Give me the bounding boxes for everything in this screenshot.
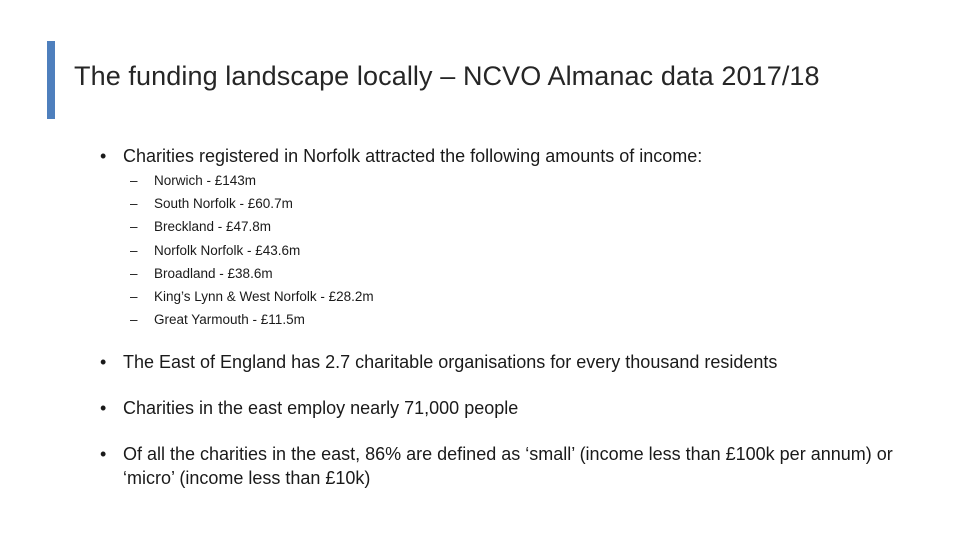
income-item-text: Norwich - £143m [154, 173, 257, 188]
bullet-item [100, 144, 880, 168]
dash-icon: – [130, 173, 138, 188]
dash-icon: – [130, 196, 138, 212]
title-accent-bar [47, 41, 55, 119]
income-item-text: Broadland - £38.6m [154, 265, 273, 281]
income-list-item [130, 217, 374, 240]
income-list-item [130, 287, 374, 310]
bullet-item [100, 396, 880, 420]
bullet-text: Of all the charities in the east, 86% are defined as ‘small’ (income less than £100k per annum) or ‘micro’ (income less than £10k) [123, 444, 893, 488]
bullet-text: Charities registered in Norfolk attracted the following amounts of income: [123, 146, 703, 166]
bullet-dot-icon: • [100, 352, 107, 372]
slide-title: The funding landscape locally – NCVO Almanac data 2017/18 [74, 61, 820, 91]
income-item-text: South Norfolk - £60.7m [154, 196, 293, 212]
dash-icon: – [130, 242, 138, 258]
dash-icon: – [130, 288, 138, 304]
bullet-dot-icon: • [100, 146, 107, 166]
dash-icon: – [130, 312, 138, 328]
bullet-text: Charities in the east employ nearly 71,000 people [123, 398, 519, 418]
income-list-item [130, 194, 374, 217]
income-list-item [130, 264, 374, 287]
dash-icon: – [130, 219, 138, 235]
income-item-text: King’s Lynn & West Norfolk - £28.2m [154, 288, 374, 304]
income-list-item [130, 310, 374, 333]
bullet-dot-icon: • [100, 398, 107, 418]
bullet-text: The East of England has 2.7 charitable organisations for every thousand residents [123, 352, 778, 372]
bullet-dot-icon: • [100, 444, 107, 464]
dash-icon: – [130, 265, 138, 281]
income-item-text: Great Yarmouth - £11.5m [154, 312, 305, 328]
income-item-text: Norfolk Norfolk - £43.6m [154, 242, 301, 258]
bullet-item [100, 350, 880, 374]
income-list-item [130, 171, 374, 194]
bullet-item [100, 442, 900, 490]
income-list-item [130, 241, 374, 264]
income-list [130, 171, 374, 333]
income-item-text: Breckland - £47.8m [154, 219, 272, 235]
